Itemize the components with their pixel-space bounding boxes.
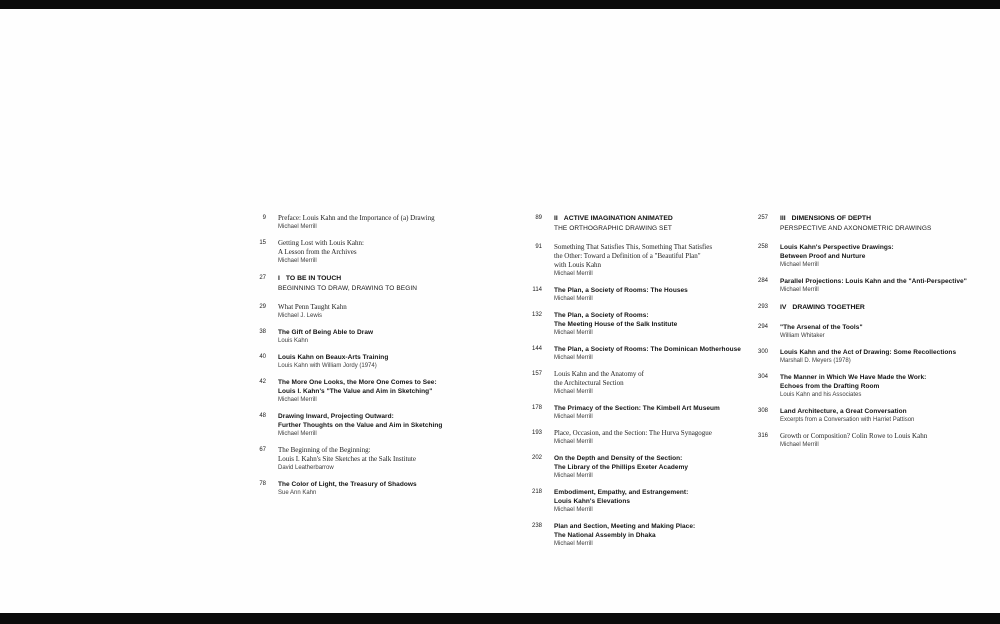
toc-entry bbox=[516, 286, 741, 304]
toc-column-2 bbox=[516, 214, 741, 556]
chapter-title-line: Louis Kahn on Beaux-Arts Training bbox=[278, 354, 389, 361]
page-number: 67 bbox=[259, 447, 266, 453]
entry-content bbox=[554, 214, 741, 233]
section-title bbox=[278, 274, 495, 284]
page-number: 132 bbox=[531, 312, 542, 318]
toc-entry bbox=[516, 370, 741, 397]
toc-entry bbox=[516, 522, 741, 549]
chapter-title-line: The Plan, a Society of Rooms: The Dominican Motherhouse bbox=[554, 346, 741, 353]
section-subtitle: BEGINNING TO DRAW, DRAWING TO BEGIN bbox=[278, 284, 418, 292]
chapter-title-line: The National Assembly in Dhaka bbox=[554, 532, 656, 539]
toc-entry bbox=[516, 243, 741, 279]
chapter-title-line: The Plan, a Society of Rooms: The Houses bbox=[554, 287, 688, 294]
section-title bbox=[554, 214, 741, 224]
section-title-text: DRAWING TOGETHER bbox=[792, 304, 865, 311]
chapter-author: Michael Merrill bbox=[278, 224, 317, 230]
toc-entry bbox=[240, 412, 495, 439]
chapter-title-line: "The Arsenal of the Tools" bbox=[780, 323, 863, 331]
page-number: 284 bbox=[757, 278, 768, 284]
chapter-title-line: Louis I. Kahn's Site Sketches at the Salk Institute bbox=[278, 455, 416, 463]
chapter-title-line: Louis Kahn and the Act of Drawing: Some Recollections bbox=[780, 348, 957, 356]
chapter-title-line: The More One Looks, the More One Comes to See: bbox=[278, 379, 437, 386]
chapter-title-line: The Plan, a Society of Rooms: bbox=[554, 312, 649, 319]
page-number: 193 bbox=[531, 430, 542, 436]
entry-content bbox=[780, 348, 977, 366]
chapter-author: Michael Merrill bbox=[554, 271, 593, 277]
chapter-author: Louis Kahn and his Associates bbox=[780, 391, 862, 398]
entry-content bbox=[278, 303, 495, 321]
toc-column-1 bbox=[240, 214, 495, 505]
section-subtitle: PERSPECTIVE AND AXONOMETRIC DRAWINGS bbox=[780, 224, 932, 232]
entry-content bbox=[554, 404, 741, 422]
section-subtitle: THE ORTHOGRAPHIC DRAWING SET bbox=[554, 224, 673, 232]
page-number: 257 bbox=[757, 215, 768, 221]
entry-content bbox=[780, 277, 977, 295]
entry-content bbox=[780, 432, 977, 450]
chapter-author: Michael Merrill bbox=[554, 296, 593, 302]
page-number: 178 bbox=[531, 405, 542, 411]
chapter-author: Michael Merrill bbox=[278, 397, 317, 403]
chapter-title-line: The Primacy of the Section: The Kimbell Art Museum bbox=[554, 405, 720, 412]
chapter-author: Michael Merrill bbox=[780, 262, 819, 268]
toc-section-heading bbox=[742, 214, 977, 233]
page-number: 293 bbox=[757, 304, 768, 310]
chapter-author: Michael Merrill bbox=[554, 507, 593, 513]
page-number: 91 bbox=[535, 244, 542, 250]
toc-entry bbox=[516, 429, 741, 447]
toc-entry bbox=[742, 243, 977, 270]
page-number: 27 bbox=[259, 275, 266, 281]
entry-content bbox=[554, 454, 741, 481]
page-number: 316 bbox=[757, 432, 768, 439]
toc-entry bbox=[240, 239, 495, 266]
chapter-author: Michael Merrill bbox=[554, 439, 593, 445]
entry-content bbox=[278, 239, 495, 266]
entry-content bbox=[780, 243, 977, 270]
chapter-title-line: The Gift of Being Able to Draw bbox=[278, 329, 374, 336]
entry-content bbox=[554, 311, 741, 338]
entry-content bbox=[780, 303, 977, 313]
entry-content bbox=[278, 274, 495, 293]
page-number: 144 bbox=[531, 346, 542, 352]
toc-entry bbox=[742, 277, 977, 295]
chapter-author: Michael Merrill bbox=[554, 473, 593, 479]
chapter-title-line: Place, Occasion, and the Section: The Hurva Synagogue bbox=[554, 429, 712, 437]
section-title-text: ACTIVE IMAGINATION ANIMATED bbox=[563, 215, 673, 222]
chapter-title-line: Between Proof and Nurture bbox=[780, 253, 866, 260]
chapter-author: Michael Merrill bbox=[780, 441, 819, 448]
toc-entry bbox=[240, 303, 495, 321]
page-number: 238 bbox=[531, 523, 542, 529]
chapter-author: Michael Merrill bbox=[554, 355, 593, 361]
chapter-author: Michael Merrill bbox=[554, 541, 593, 547]
chapter-author: Michael Merrill bbox=[278, 258, 317, 264]
page-number: 202 bbox=[531, 455, 542, 461]
entry-content bbox=[278, 378, 495, 405]
section-numeral: IV bbox=[780, 304, 787, 311]
chapter-author: Michael Merrill bbox=[278, 431, 317, 437]
entry-content bbox=[554, 370, 741, 397]
section-numeral: I bbox=[278, 275, 280, 282]
section-title bbox=[780, 214, 977, 224]
toc-entry bbox=[240, 353, 495, 371]
entry-content bbox=[278, 480, 495, 498]
chapter-title-line: A Lesson from the Archives bbox=[278, 248, 357, 256]
section-title-text: DIMENSIONS OF DEPTH bbox=[791, 215, 871, 222]
chapter-title-line: Growth or Composition? Colin Rowe to Louis Kahn bbox=[780, 431, 928, 440]
page-number: 294 bbox=[757, 323, 768, 330]
entry-content bbox=[780, 407, 977, 425]
entry-content bbox=[278, 412, 495, 439]
page-number: 218 bbox=[531, 489, 542, 495]
chapter-author: Michael Merrill bbox=[554, 389, 593, 395]
toc-entry bbox=[240, 480, 495, 498]
entry-content bbox=[278, 353, 495, 371]
entry-content bbox=[278, 214, 495, 232]
entry-content bbox=[278, 446, 495, 473]
page-number: 258 bbox=[757, 244, 768, 250]
chapter-title-line: Embodiment, Empathy, and Estrangement: bbox=[554, 489, 689, 496]
entry-content bbox=[780, 214, 977, 233]
chapter-title-line: Louis Kahn's Perspective Drawings: bbox=[780, 244, 894, 251]
page-number: 38 bbox=[259, 329, 266, 335]
toc-entry bbox=[742, 432, 977, 450]
entry-content bbox=[278, 328, 495, 346]
toc-entry bbox=[516, 345, 741, 363]
chapter-author: Excerpts from a Conversation with Harriet Pattison bbox=[780, 416, 915, 423]
toc-entry bbox=[742, 323, 977, 341]
chapter-title-line: Parallel Projections: Louis Kahn and the "Anti-Perspective" bbox=[780, 278, 967, 285]
entry-content bbox=[780, 373, 977, 400]
chapter-title-line: the Other: Toward a Definition of a "Beautiful Plan" bbox=[554, 252, 701, 260]
toc-entry bbox=[240, 378, 495, 405]
chapter-title-line: On the Depth and Density of the Section: bbox=[554, 455, 683, 462]
toc-entry bbox=[516, 488, 741, 515]
page-number: 89 bbox=[535, 215, 542, 221]
chapter-author: Marshall D. Meyers (1978) bbox=[780, 357, 851, 364]
chapter-title-line: The Library of the Phillips Exeter Academy bbox=[554, 464, 689, 471]
chapter-title-line: The Color of Light, the Treasury of Shadows bbox=[278, 481, 417, 488]
toc-section-heading bbox=[516, 214, 741, 233]
section-title bbox=[780, 303, 977, 313]
page-number: 9 bbox=[262, 215, 266, 221]
toc-entry bbox=[742, 348, 977, 366]
chapter-title-line: the Architectural Section bbox=[554, 379, 624, 387]
toc-entry bbox=[742, 373, 977, 400]
chapter-title-line: Something That Satisfies This, Something That Satisfies bbox=[554, 243, 713, 251]
section-numeral: II bbox=[554, 215, 558, 222]
chapter-author: Michael Merrill bbox=[780, 287, 819, 293]
chapter-title-line: What Penn Taught Kahn bbox=[278, 303, 347, 311]
entry-content bbox=[554, 345, 741, 363]
chapter-title-line: Plan and Section, Meeting and Making Place: bbox=[554, 523, 696, 530]
chapter-title-line: Echoes from the Drafting Room bbox=[780, 382, 880, 390]
chapter-title-line: Land Architecture, a Great Conversation bbox=[780, 407, 907, 415]
toc-column-3 bbox=[742, 214, 977, 457]
chapter-author: Michael J. Lewis bbox=[278, 313, 323, 319]
page-number: 78 bbox=[259, 481, 266, 487]
entry-content bbox=[554, 243, 741, 279]
chapter-title-line: Preface: Louis Kahn and the Importance of (a) Drawing bbox=[278, 214, 435, 222]
chapter-title-line: Drawing Inward, Projecting Outward: bbox=[278, 413, 394, 420]
page-number: 157 bbox=[531, 371, 542, 377]
page-number: 15 bbox=[259, 240, 266, 246]
page-bottom-edge bbox=[0, 613, 1000, 624]
chapter-author: David Leatherbarrow bbox=[278, 465, 334, 471]
toc-entry bbox=[516, 404, 741, 422]
chapter-author: Michael Merrill bbox=[554, 330, 593, 336]
chapter-title-line: The Manner in Which We Have Made the Work: bbox=[780, 373, 927, 381]
section-title-text: TO BE IN TOUCH bbox=[285, 275, 342, 282]
toc-entry bbox=[516, 311, 741, 338]
page-number: 304 bbox=[757, 373, 768, 380]
entry-content bbox=[554, 488, 741, 515]
page-number: 308 bbox=[757, 407, 768, 414]
chapter-title-line: Louis Kahn and the Anatomy of bbox=[554, 370, 645, 378]
entry-content bbox=[554, 522, 741, 549]
toc-entry bbox=[240, 446, 495, 473]
toc-section-heading bbox=[240, 274, 495, 293]
section-numeral: III bbox=[780, 215, 786, 222]
entry-content bbox=[554, 429, 741, 447]
page-top-edge bbox=[0, 0, 1000, 9]
chapter-title-line: Getting Lost with Louis Kahn: bbox=[278, 239, 364, 247]
chapter-title-line: with Louis Kahn bbox=[554, 261, 602, 269]
chapter-title-line: The Meeting House of the Salk Institute bbox=[554, 321, 678, 328]
chapter-author: Michael Merrill bbox=[554, 414, 593, 420]
toc-entry bbox=[240, 328, 495, 346]
entry-content bbox=[554, 286, 741, 304]
toc-entry bbox=[742, 407, 977, 425]
chapter-author: Louis Kahn with William Jordy (1974) bbox=[278, 363, 377, 369]
page-number: 300 bbox=[757, 348, 768, 355]
chapter-title-line: Louis I. Kahn's "The Value and Aim in Sketching" bbox=[278, 388, 433, 395]
chapter-author: Sue Ann Kahn bbox=[278, 490, 317, 496]
chapter-title-line: Louis Kahn's Elevations bbox=[554, 498, 631, 505]
entry-content bbox=[780, 323, 977, 341]
page-number: 40 bbox=[259, 354, 266, 360]
page-number: 48 bbox=[259, 413, 266, 419]
toc-entry bbox=[516, 454, 741, 481]
chapter-author: William Whitaker bbox=[780, 332, 825, 339]
chapter-author: Louis Kahn bbox=[278, 338, 309, 344]
page-number: 42 bbox=[259, 379, 266, 385]
page-number: 29 bbox=[259, 304, 266, 310]
toc-entry bbox=[240, 214, 495, 232]
page-number: 114 bbox=[532, 287, 542, 293]
chapter-title-line: The Beginning of the Beginning: bbox=[278, 446, 371, 454]
chapter-title-line: Further Thoughts on the Value and Aim in Sketching bbox=[278, 422, 443, 429]
toc-section-heading bbox=[742, 303, 977, 313]
